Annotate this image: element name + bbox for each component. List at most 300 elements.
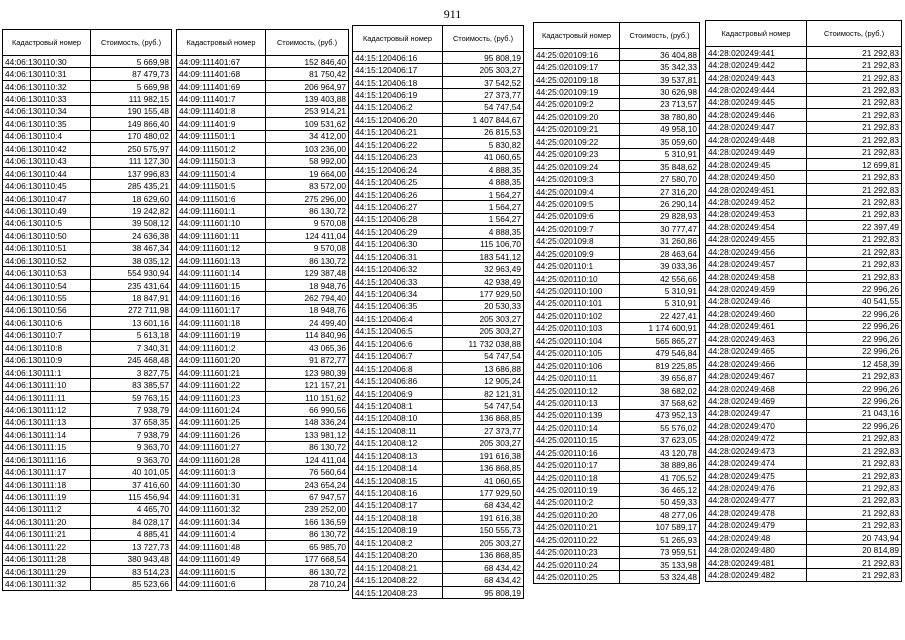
- cadastral-number-cell: 44:06:130110:43: [3, 155, 91, 167]
- table-row: [177, 404, 349, 416]
- cadastral-number-cell: 44:25:020109:19: [534, 86, 620, 98]
- table-row: [534, 260, 700, 272]
- cost-cell: 20 814,89: [807, 544, 902, 556]
- cost-cell: 22 996,26: [807, 395, 902, 407]
- cadastral-number-cell: 44:25:020109:21: [534, 123, 620, 135]
- cost-cell: 49 958,10: [620, 123, 700, 135]
- cadastral-number-cell: 44:28:020249:451: [706, 183, 807, 195]
- cadastral-number-cell: 44:28:020249:478: [706, 507, 807, 519]
- cost-cell: 19 242,82: [91, 205, 172, 217]
- cadastral-number-cell: 44:06:130111:32: [3, 578, 91, 590]
- table-row: [177, 155, 349, 167]
- cadastral-number-cell: 44:15:120406:21: [353, 126, 443, 138]
- cost-cell: 4 888,35: [443, 176, 524, 188]
- table-row: [353, 201, 524, 213]
- cadastral-number-cell: 44:25:020109:2: [534, 98, 620, 110]
- cadastral-number-cell: 44:06:130110:54: [3, 279, 91, 291]
- cost-cell: 35 059,60: [620, 136, 700, 148]
- table-row: [177, 317, 349, 329]
- table-row: [177, 391, 349, 403]
- cost-cell: 235 431,64: [91, 279, 172, 291]
- cost-cell: 123 980,39: [266, 366, 349, 378]
- cadastral-number-cell: 44:09:111601:5: [177, 565, 266, 577]
- cadastral-number-cell: 44:06:130110:31: [3, 68, 91, 80]
- table-row: [353, 474, 524, 486]
- cadastral-number-cell: 44:28:020249:477: [706, 494, 807, 506]
- table-row: [353, 586, 524, 598]
- table-row: [706, 556, 902, 568]
- cost-cell: 21 292,83: [807, 109, 902, 121]
- cost-cell: 21 292,83: [807, 84, 902, 96]
- cadastral-number-cell: 44:25:020110:15: [534, 434, 620, 446]
- cadastral-number-cell: 44:25:020110:10: [534, 272, 620, 284]
- cadastral-number-cell: 44:28:020249:442: [706, 59, 807, 71]
- table-row: [534, 546, 700, 558]
- table-row: [534, 61, 700, 73]
- table-row: [534, 148, 700, 160]
- table-row: [3, 317, 172, 329]
- table-row: [177, 454, 349, 466]
- table-row: [534, 160, 700, 172]
- cost-cell: 13 686,88: [443, 362, 524, 374]
- cost-cell: 21 292,83: [807, 494, 902, 506]
- cadastral-number-cell: 44:28:020249:468: [706, 382, 807, 394]
- cadastral-number-cell: 44:25:020109:23: [534, 148, 620, 160]
- table-row: [177, 379, 349, 391]
- cadastral-number-cell: 44:09:111601:20: [177, 354, 266, 366]
- table-row: [534, 359, 700, 371]
- cost-cell: 21 292,83: [807, 134, 902, 146]
- cadastral-number-cell: 44:09:111601:30: [177, 478, 266, 490]
- table-row: [353, 412, 524, 424]
- table-row: [706, 345, 902, 357]
- table-row: [353, 437, 524, 449]
- cost-cell: 21 292,83: [807, 233, 902, 245]
- table-row: [177, 118, 349, 130]
- cadastral-number-cell: 44:06:130111:1: [3, 366, 91, 378]
- cost-cell: 84 028,17: [91, 516, 172, 528]
- table-row: [3, 454, 172, 466]
- cadastral-number-cell: 44:25:020110:1: [534, 260, 620, 272]
- cost-cell: 13 727,73: [91, 541, 172, 553]
- cost-cell: 3 827,75: [91, 366, 172, 378]
- cadastral-number-cell: 44:28:020249:455: [706, 233, 807, 245]
- cost-cell: 41 705,52: [620, 471, 700, 483]
- cadastral-number-cell: 44:28:020249:460: [706, 308, 807, 320]
- table-row: [534, 248, 700, 260]
- cadastral-number-cell: 44:06:130111:14: [3, 429, 91, 441]
- cadastral-number-cell: 44:09:111601:4: [177, 528, 266, 540]
- table-row: [706, 246, 902, 258]
- cadastral-number-cell: 44:28:020249:453: [706, 208, 807, 220]
- cost-cell: 23 713,57: [620, 98, 700, 110]
- table-row: [3, 379, 172, 391]
- cadastral-number-cell: 44:28:020249:466: [706, 357, 807, 369]
- cost-cell: 26 815,53: [443, 126, 524, 138]
- table-row: [353, 176, 524, 188]
- table-row: [3, 516, 172, 528]
- cost-cell: 86 130,72: [266, 255, 349, 267]
- cadastral-number-cell: 44:09:111601:16: [177, 292, 266, 304]
- table-row: [353, 163, 524, 175]
- cost-cell: 1 564,27: [443, 201, 524, 213]
- table-row: [353, 126, 524, 138]
- table-row: [706, 395, 902, 407]
- cadastral-number-cell: 44:06:130111:13: [3, 416, 91, 428]
- table-row: [534, 509, 700, 521]
- cost-cell: 86 130,72: [266, 205, 349, 217]
- table-row: [3, 553, 172, 565]
- cadastral-number-cell: 44:06:130111:21: [3, 528, 91, 540]
- cost-cell: 37 416,60: [91, 478, 172, 490]
- cost-cell: 21 043,16: [807, 407, 902, 419]
- cost-cell: 253 914,21: [266, 105, 349, 117]
- cost-cell: 39 656,87: [620, 372, 700, 384]
- table-row: [534, 49, 700, 61]
- cost-cell: 30 777,47: [620, 223, 700, 235]
- cadastral-number-cell: 44:15:120408:17: [353, 499, 443, 511]
- cadastral-number-cell: 44:09:111601:28: [177, 454, 266, 466]
- cadastral-number-cell: 44:06:130111:2: [3, 503, 91, 515]
- cost-cell: 139 403,88: [266, 93, 349, 105]
- cadastral-number-cell: 44:25:020110:20: [534, 509, 620, 521]
- cadastral-table-3: [352, 25, 524, 599]
- cost-cell: 39 508,12: [91, 217, 172, 229]
- cost-cell: 82 121,31: [443, 387, 524, 399]
- cadastral-number-cell: 44:09:111601:19: [177, 329, 266, 341]
- cost-cell: 22 996,26: [807, 420, 902, 432]
- cadastral-number-cell: 44:09:111601:13: [177, 255, 266, 267]
- cost-cell: 110 151,62: [266, 391, 349, 403]
- table-row: [353, 288, 524, 300]
- table-row: [353, 450, 524, 462]
- cadastral-number-cell: 44:28:020249:481: [706, 556, 807, 568]
- cadastral-number-cell: 44:25:020109:4: [534, 185, 620, 197]
- cost-cell: 22 996,26: [807, 308, 902, 320]
- cadastral-number-cell: 44:25:020110:2: [534, 496, 620, 508]
- cadastral-number-cell: 44:06:130110:44: [3, 167, 91, 179]
- cadastral-number-cell: 44:28:020249:441: [706, 47, 807, 59]
- cadastral-number-cell: 44:06:130111:12: [3, 404, 91, 416]
- cadastral-number-cell: 44:28:020249:479: [706, 519, 807, 531]
- cost-cell: 21 292,83: [807, 457, 902, 469]
- table-row: [534, 210, 700, 222]
- table-row: [353, 400, 524, 412]
- table-row: [177, 267, 349, 279]
- table-row: [353, 313, 524, 325]
- cadastral-number-cell: 44:25:020110:102: [534, 310, 620, 322]
- cost-cell: 21 292,83: [807, 146, 902, 158]
- table-row: [3, 80, 172, 92]
- cost-cell: 272 711,98: [91, 304, 172, 316]
- cost-cell: 107 589,17: [620, 521, 700, 533]
- cost-cell: 21 292,83: [807, 270, 902, 282]
- cost-cell: 38 780,80: [620, 111, 700, 123]
- cadastral-number-cell: 44:09:111501:2: [177, 143, 266, 155]
- cadastral-number-cell: 44:09:111601:49: [177, 553, 266, 565]
- table-row: [177, 304, 349, 316]
- cost-cell: 136 868,85: [443, 549, 524, 561]
- table-row: [353, 300, 524, 312]
- cost-cell: 22 996,26: [807, 320, 902, 332]
- table-row: [3, 391, 172, 403]
- cost-cell: 24 499,40: [266, 317, 349, 329]
- cadastral-number-cell: 44:28:020249:463: [706, 333, 807, 345]
- table-row: [534, 310, 700, 322]
- cadastral-number-cell: 44:15:120408:19: [353, 524, 443, 536]
- cost-cell: 27 580,70: [620, 173, 700, 185]
- cost-cell: 35 133,98: [620, 558, 700, 570]
- cost-cell: 191 616,38: [443, 512, 524, 524]
- cadastral-number-cell: 44:09:111601:31: [177, 491, 266, 503]
- cost-cell: 124 411,04: [266, 454, 349, 466]
- cadastral-number-cell: 44:15:120406:16: [353, 52, 443, 64]
- cadastral-number-cell: 44:06:130111:22: [3, 541, 91, 553]
- table-row: [3, 565, 172, 577]
- cadastral-number-cell: 44:15:120408:11: [353, 425, 443, 437]
- cost-cell: 54 747,54: [443, 350, 524, 362]
- cadastral-number-cell: 44:09:111601:15: [177, 279, 266, 291]
- table-row: [534, 521, 700, 533]
- table-row: [3, 167, 172, 179]
- table-row: [177, 478, 349, 490]
- table-row: [534, 459, 700, 471]
- cadastral-number-cell: 44:15:120408:23: [353, 586, 443, 598]
- table-row: [3, 217, 172, 229]
- cost-cell: 170 480,02: [91, 130, 172, 142]
- cost-cell: 38 889,86: [620, 459, 700, 471]
- cadastral-number-cell: 44:06:130110:7: [3, 329, 91, 341]
- cost-cell: 13 601,16: [91, 317, 172, 329]
- table-row: [353, 263, 524, 275]
- table-row: [177, 528, 349, 540]
- cadastral-number-cell: 44:15:120406:24: [353, 163, 443, 175]
- table-row: [353, 362, 524, 374]
- table-row: [353, 387, 524, 399]
- table-row: [353, 425, 524, 437]
- cost-cell: 86 130,72: [266, 528, 349, 540]
- cadastral-number-cell: 44:25:020109:6: [534, 210, 620, 222]
- table-row: [177, 354, 349, 366]
- cadastral-number-cell: 44:28:020249:46: [706, 295, 807, 307]
- table-row: [3, 541, 172, 553]
- cost-cell: 111 127,30: [91, 155, 172, 167]
- cost-cell: 183 541,12: [443, 251, 524, 263]
- table-row: [534, 496, 700, 508]
- cadastral-number-cell: 44:09:111601:18: [177, 317, 266, 329]
- cadastral-number-cell: 44:28:020249:461: [706, 320, 807, 332]
- cadastral-number-cell: 44:15:120406:8: [353, 362, 443, 374]
- cost-cell: 262 794,40: [266, 292, 349, 304]
- cadastral-number-cell: 44:25:020110:106: [534, 359, 620, 371]
- cost-cell: 21 292,83: [807, 71, 902, 83]
- table-row: [177, 105, 349, 117]
- table-row: [534, 86, 700, 98]
- cadastral-number-cell: 44:09:111601:14: [177, 267, 266, 279]
- table-row: [534, 111, 700, 123]
- cadastral-number-cell: 44:06:130110:9: [3, 354, 91, 366]
- cost-cell: 115 456,94: [91, 491, 172, 503]
- table-row: [706, 469, 902, 481]
- cadastral-number-cell: 44:28:020249:447: [706, 121, 807, 133]
- cost-cell: 149 866,40: [91, 118, 172, 130]
- cost-cell: 479 546,84: [620, 347, 700, 359]
- cadastral-number-cell: 44:28:020249:465: [706, 345, 807, 357]
- table-row: [706, 357, 902, 369]
- table-row: [177, 205, 349, 217]
- cadastral-number-cell: 44:15:120406:20: [353, 114, 443, 126]
- cost-cell: 35 848,62: [620, 160, 700, 172]
- table-row: [3, 429, 172, 441]
- cadastral-number-cell: 44:09:111601:2: [177, 342, 266, 354]
- cost-cell: 5 310,91: [620, 148, 700, 160]
- cadastral-number-cell: 44:15:120408:13: [353, 450, 443, 462]
- cost-cell: 67 947,57: [266, 491, 349, 503]
- cadastral-number-cell: 44:25:020109:3: [534, 173, 620, 185]
- cadastral-number-cell: 44:15:120408:1: [353, 400, 443, 412]
- cadastral-number-cell: 44:09:111501:6: [177, 192, 266, 204]
- cadastral-number-cell: 44:15:120406:25: [353, 176, 443, 188]
- table-row: [3, 93, 172, 105]
- cost-cell: 239 252,00: [266, 503, 349, 515]
- cost-cell: 34 412,00: [266, 130, 349, 142]
- cadastral-number-cell: 44:06:130111:29: [3, 565, 91, 577]
- table-row: [3, 56, 172, 68]
- cost-cell: 86 130,72: [266, 441, 349, 453]
- table-row: [353, 101, 524, 113]
- cadastral-number-cell: 44:15:120408:14: [353, 462, 443, 474]
- cost-cell: 206 964,97: [266, 80, 349, 92]
- table-row: [3, 292, 172, 304]
- cost-cell: 109 531,62: [266, 118, 349, 130]
- cadastral-number-cell: 44:28:020249:467: [706, 370, 807, 382]
- cost-cell: 21 292,83: [807, 208, 902, 220]
- cadastral-number-cell: 44:09:111601:3: [177, 466, 266, 478]
- table-row: [3, 68, 172, 80]
- cadastral-number-cell: 44:06:130111:11: [3, 391, 91, 403]
- table-row: [706, 482, 902, 494]
- cadastral-number-cell: 44:28:020249:470: [706, 420, 807, 432]
- cadastral-number-cell: 44:28:020249:482: [706, 569, 807, 581]
- cadastral-number-cell: 44:09:111601:25: [177, 416, 266, 428]
- table-row: [177, 441, 349, 453]
- cadastral-number-cell: 44:28:020249:458: [706, 270, 807, 282]
- table-row: [353, 151, 524, 163]
- cadastral-number-cell: 44:25:020109:8: [534, 235, 620, 247]
- cost-cell: 243 654,24: [266, 478, 349, 490]
- table-row: [706, 569, 902, 581]
- cadastral-number-cell: 44:09:111601:32: [177, 503, 266, 515]
- cadastral-table-1: [2, 29, 172, 591]
- table-row: [3, 441, 172, 453]
- cost-cell: 7 340,31: [91, 342, 172, 354]
- cost-cell: 41 060,65: [443, 474, 524, 486]
- cadastral-number-cell: 44:15:120406:2: [353, 101, 443, 113]
- cost-cell: 30 626,98: [620, 86, 700, 98]
- cadastral-number-cell: 44:06:130110:4: [3, 130, 91, 142]
- table-row: [3, 279, 172, 291]
- column-header-cad: Кадастровый номер: [534, 23, 620, 49]
- cadastral-number-cell: 44:15:120406:7: [353, 350, 443, 362]
- cost-cell: 54 747,54: [443, 400, 524, 412]
- cadastral-number-cell: 44:25:020110:104: [534, 335, 620, 347]
- cadastral-number-cell: 44:15:120406:4: [353, 313, 443, 325]
- table-row: [706, 146, 902, 158]
- cost-cell: 81 750,42: [266, 68, 349, 80]
- table-row: [177, 255, 349, 267]
- cadastral-number-cell: 44:28:020249:48: [706, 532, 807, 544]
- cadastral-number-cell: 44:09:111501:3: [177, 155, 266, 167]
- cadastral-number-cell: 44:25:020109:22: [534, 136, 620, 148]
- table-row: [706, 407, 902, 419]
- column-header-cad: Кадастровый номер: [3, 30, 91, 56]
- table-row: [353, 139, 524, 151]
- cadastral-number-cell: 44:28:020249:456: [706, 246, 807, 258]
- table-row: [534, 297, 700, 309]
- table-row: [3, 329, 172, 341]
- cadastral-number-cell: 44:06:130110:42: [3, 143, 91, 155]
- cadastral-number-cell: 44:25:020110:25: [534, 571, 620, 583]
- table-row: [353, 524, 524, 536]
- table-row: [706, 233, 902, 245]
- table-row: [534, 409, 700, 421]
- table-row: [534, 558, 700, 570]
- cost-cell: 38 467,34: [91, 242, 172, 254]
- table-row: [353, 52, 524, 64]
- cost-cell: 43 120,78: [620, 447, 700, 459]
- cost-cell: 76 560,64: [266, 466, 349, 478]
- cost-cell: 166 136,59: [266, 516, 349, 528]
- cost-cell: 68 434,42: [443, 499, 524, 511]
- cost-cell: 37 568,62: [620, 397, 700, 409]
- cadastral-number-cell: 44:06:130110:30: [3, 56, 91, 68]
- cost-cell: 4 888,35: [443, 226, 524, 238]
- table-row: [706, 432, 902, 444]
- table-row: [353, 64, 524, 76]
- table-row: [706, 109, 902, 121]
- table-row: [353, 512, 524, 524]
- table-row: [534, 434, 700, 446]
- cost-cell: 68 434,42: [443, 574, 524, 586]
- cost-cell: 51 265,93: [620, 534, 700, 546]
- cost-cell: 38 035,12: [91, 255, 172, 267]
- table-row: [706, 196, 902, 208]
- table-row: [534, 397, 700, 409]
- cost-cell: 21 292,83: [807, 469, 902, 481]
- cost-cell: 48 277,06: [620, 509, 700, 521]
- table-row: [706, 47, 902, 59]
- cadastral-number-cell: 44:06:130111:18: [3, 478, 91, 490]
- table-row: [353, 89, 524, 101]
- table-row: [177, 292, 349, 304]
- cost-cell: 21 292,83: [807, 196, 902, 208]
- cost-cell: 275 296,00: [266, 192, 349, 204]
- table-row: [177, 167, 349, 179]
- table-row: [706, 134, 902, 146]
- cadastral-number-cell: 44:09:111601:17: [177, 304, 266, 316]
- table-row: [706, 283, 902, 295]
- cadastral-number-cell: 44:15:120406:31: [353, 251, 443, 263]
- cadastral-number-cell: 44:25:020110:103: [534, 322, 620, 334]
- cost-cell: 5 310,91: [620, 285, 700, 297]
- table-row: [3, 180, 172, 192]
- cost-cell: 1 564,27: [443, 213, 524, 225]
- cost-cell: 1 407 844,67: [443, 114, 524, 126]
- cadastral-number-cell: 44:28:020249:472: [706, 432, 807, 444]
- cadastral-number-cell: 44:06:130110:33: [3, 93, 91, 105]
- cost-cell: 21 292,83: [807, 47, 902, 59]
- cadastral-number-cell: 44:15:120406:19: [353, 89, 443, 101]
